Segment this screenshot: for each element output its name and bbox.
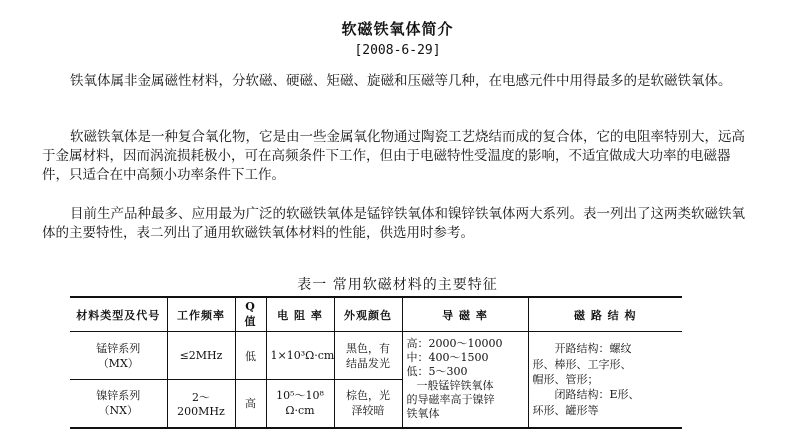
header-permeability: 导 磁 率 (402, 297, 528, 332)
header-resistivity: 电 阻 率 (266, 297, 334, 332)
cell-magnetic-path (528, 332, 682, 428)
cell-material-type (70, 332, 167, 380)
cell-material-type (70, 380, 167, 428)
type-name: 锰锌系列 (96, 341, 141, 355)
path-line-2: 形、棒形、工字形、 (532, 357, 632, 371)
path-line-3: 帽形、管形； (532, 372, 599, 386)
cell-frequency: 2～200MHz (167, 380, 235, 428)
header-frequency: 工作频率 (167, 297, 235, 332)
color-line-2: 泽较暗 (351, 404, 385, 418)
cell-appearance-color (334, 332, 402, 380)
resistivity-line-2: Ω·cm (285, 404, 315, 418)
table-header-row (70, 297, 682, 332)
table-caption: 表一 常用软磁材料的主要特征 (297, 277, 498, 293)
cell-q-value: 高 (235, 380, 266, 428)
cell-frequency: ≤2MHz (167, 332, 235, 380)
resistivity-line-1: 10⁵～10⁸ (276, 389, 324, 403)
path-line-5: 环形、罐形等 (532, 403, 599, 417)
article-title: 软磁铁氧体简介 (341, 20, 454, 38)
path-line-1: 开路结构：螺纹 (554, 341, 632, 355)
type-name: 镍锌系列 (96, 389, 141, 403)
cell-resistivity (266, 380, 334, 428)
cell-q-value: 低 (235, 332, 266, 380)
table-row-mnzn (70, 332, 682, 380)
type-code: （NX） (98, 404, 138, 418)
header-q-value: Q值 (235, 297, 266, 332)
permeability-line-1: 高：2000～10000 (406, 337, 503, 351)
article-date: [2008-6-29] (354, 43, 441, 58)
permeability-line-5: 的导磁率高于镍锌 (406, 393, 495, 407)
color-line-1: 黑色，有 (346, 341, 390, 355)
cell-permeability (402, 332, 528, 428)
path-line-4: 闭路结构：E形、 (554, 387, 640, 401)
header-material-type: 材料类型及代号 (70, 297, 167, 332)
header-magnetic-path: 磁 路 结 构 (528, 297, 682, 332)
paragraph-intro: 铁氧体属非金属磁性材料，分软磁、硬磁、矩磁、旋磁和压磁等几种，在电感元件中用得最多的是软磁铁氧体。 (70, 73, 732, 89)
resistivity-line-1: 1×10³Ω·cm (270, 349, 335, 362)
properties-table (70, 296, 682, 429)
paragraph-composition: 软磁铁氧体是一种复合氧化物，它是由一些金属氧化物通过陶瓷工艺烧结而成的复合体，它的电阻率特别大，远高于金属材料，因而涡流损耗极小，可在高频条件下工作，但由于电磁特性受温度的影响，不适宜做成大功率的电磁器件，只适合在中高频小功率条件下工作。 (42, 129, 745, 183)
paragraph-series: 目前生产品种最多、应用最为广泛的软磁铁氧体是锰锌铁氧体和镍锌铁氧体两大系列。表一列出了这两类软磁铁氧体的主要特性，表二列出了通用软磁铁氧体材料的性能，供选用时参考。 (42, 206, 745, 241)
color-line-2: 结晶发光 (346, 356, 390, 370)
permeability-line-6: 铁氧体 (406, 407, 440, 421)
color-line-1: 棕色，光 (346, 389, 390, 403)
permeability-line-3: 低：5～300 (406, 365, 468, 379)
cell-appearance-color (334, 380, 402, 428)
cell-resistivity (266, 332, 334, 380)
permeability-line-2: 中：400～1500 (406, 351, 489, 365)
type-code: （MX） (97, 356, 139, 370)
header-appearance-color: 外观颜色 (334, 297, 402, 332)
permeability-line-4: 一般锰锌铁氧体 (416, 379, 494, 393)
